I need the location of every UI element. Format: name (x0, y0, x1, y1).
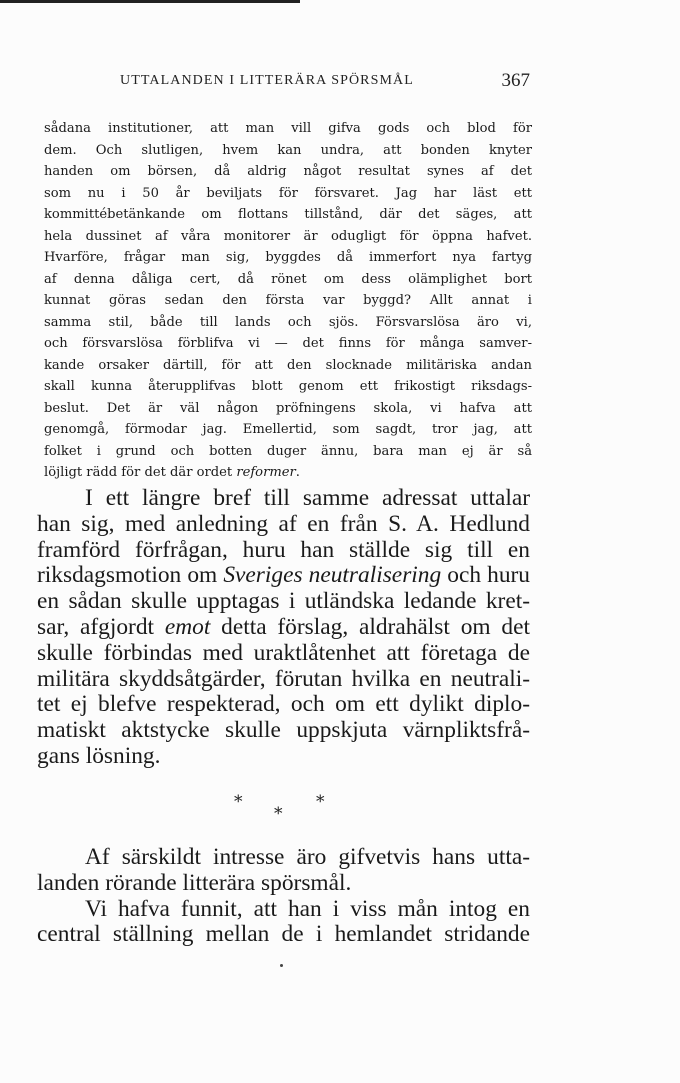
text-line: Vi hafva funnit, att han i viss mån intog en (85, 895, 530, 922)
paragraph-literary (37, 845, 530, 948)
text-line: kommittébetänkande om flottans tillstånd, där det säges, att (44, 207, 532, 222)
quoted-letter-text (44, 118, 532, 484)
text-line: tet ej blefve respekterad, och om ett dylikt diplo- (37, 691, 530, 718)
text-line: som nu i 50 år beviljats för försvaret. Jag har läst ett (44, 185, 532, 201)
text-line: Af särskildt intresse äro gifvetvis hans utta- (85, 844, 530, 870)
section-separator (200, 790, 360, 830)
text-line (37, 563, 530, 589)
emphasis-title: Sveriges neutralisering (223, 562, 442, 589)
separator-star: * (234, 792, 243, 812)
page-header (120, 70, 530, 94)
text-line: landen rörande litterära spörsmål. (37, 869, 352, 896)
scan-edge-rule (0, 0, 300, 3)
text-line: I ett längre bref till samme adressat uttalar (85, 485, 530, 511)
text-line: handen om börsen, då aldrig något resultat synes af det (44, 164, 532, 179)
text-run: . (295, 465, 300, 480)
text-line: skulle förbindas med uraktlåtenhet att företaga de (37, 639, 530, 666)
emphasis-emot: emot (164, 613, 211, 640)
text-line: dem. Och slutligen, hvem kan undra, att bonden knyter (44, 142, 532, 158)
paragraph-neutralisering (37, 486, 530, 770)
running-head: UTTALANDEN I LITTERÄRA SPÖRSMÅL (120, 73, 414, 88)
text-line: af denna dåliga cert, då rönet om dess olämplighet bort (44, 271, 532, 287)
text-line-last (44, 462, 532, 484)
text-line: framförd förfrågan, huru han ställde sig till en (37, 536, 530, 563)
text-run: detta förslag, aldrahälst om det (210, 613, 530, 640)
text-run: riksdagsmotion om (37, 562, 224, 589)
text-line: central ställning mellan de i hemlandet stridande (37, 921, 530, 948)
emphasis-reformer: reformer (236, 465, 296, 480)
separator-star: * (316, 792, 325, 812)
text-line: matiskt aktstycke skulle uppskjuta värnpliktsfrå- (37, 717, 530, 744)
print-speck (280, 964, 283, 967)
text-line: kunnat göras sedan den första var byggd? Allt annat i (44, 293, 532, 308)
text-line: och försvarslösa förblifva vi — det finns för många samver- (44, 336, 532, 351)
text-line: skall kunna återupplifvas blott genom ett frikostigt riksdags- (44, 379, 532, 394)
text-line: beslut. Det är väl någon pröfningens skola, vi hafva att (44, 400, 532, 416)
text-line: genomgå, förmodar jag. Emellertid, som sagdt, tror jag, att (44, 422, 532, 437)
text-run: löjligt rädd för det där ordet (44, 465, 237, 480)
page-number: 367 (501, 70, 530, 91)
text-run: sar, afgjordt (37, 613, 165, 640)
text-line: Hvarföre, frågar man sig, byggdes då immerfort nya fartyg (44, 250, 532, 265)
separator-star: * (274, 804, 283, 824)
text-line: en sådan skulle upptagas i utländska ledande kret- (37, 588, 530, 615)
text-line-last: gans lösning. (37, 742, 161, 769)
text-line: hela dussinet af våra monitorer är odugligt för öppna hafvet. (44, 228, 532, 244)
text-run: och huru (441, 562, 531, 589)
text-line (37, 615, 530, 641)
text-line: folket i grund och botten duger ännu, bara man ej är så (44, 443, 532, 459)
text-line: han sig, med anledning af en från S. A. Hedlund (37, 510, 530, 537)
text-line: sådana institutioner, att man vill gifva gods och blod för (44, 121, 532, 136)
text-line: kande orsaker därtill, för att den slocknade militäriska andan (44, 357, 532, 373)
text-line: militära skyddsåtgärder, förutan hvilka en neutrali- (37, 665, 530, 692)
text-line: samma stil, både till lands och sjös. Försvarslösa äro vi, (44, 314, 532, 330)
